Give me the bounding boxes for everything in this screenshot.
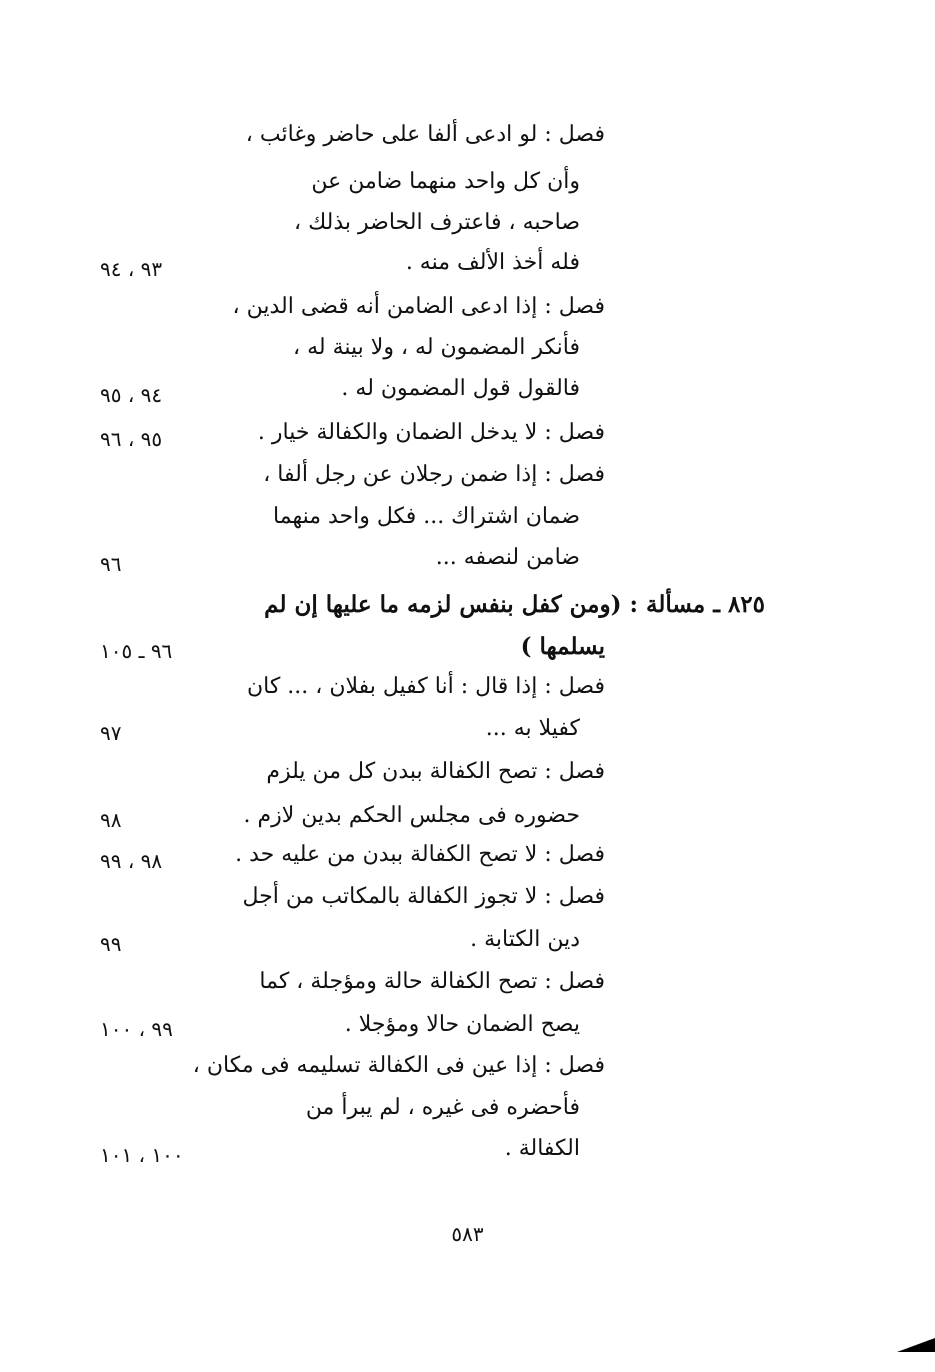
entry-10-line-2: يصح الضمان حالا ومؤجلا . (344, 1012, 580, 1037)
entry-text: تصح الكفالة حالة ومؤجلة ، كما (259, 969, 538, 994)
entry-label: ٨٢٥ ـ مسألة : (629, 591, 765, 618)
entry-label: فصل : (544, 674, 605, 699)
entry-4-pages: ٩٦ (100, 552, 122, 576)
entry-text: إذا عين فى الكفالة تسليمه فى مكان ، (192, 1053, 538, 1078)
entry-text: لا تجوز الكفالة بالمكاتب من أجل (242, 884, 538, 909)
entry-text: تصح الكفالة ببدن كل من يلزم (266, 759, 538, 784)
entry-2-pages: ٩٤ ، ٩٥ (100, 383, 163, 407)
entry-8-line-1 (230, 840, 605, 870)
entry-text: إذا قال : أنا كفيل بفلان ، ... كان (246, 674, 538, 699)
entry-text: لو ادعى ألفا على حاضر وغائب ، (245, 122, 538, 147)
entry-11-line-1 (192, 1051, 605, 1081)
entry-1-line-4: فله أخذ الألف منه . (405, 250, 580, 275)
entry-11-pages: ١٠٠ ، ١٠١ (100, 1143, 184, 1167)
entry-7-pages: ٩٨ (100, 808, 122, 832)
entry-label: فصل : (544, 122, 605, 147)
entry-8-pages: ٩٨ ، ٩٩ (100, 849, 163, 873)
entry-6-pages: ٩٧ (100, 721, 122, 745)
entry-7-line-2: حضوره فى مجلس الحكم بدين لازم . (243, 803, 580, 828)
scan-edge-mark (897, 1338, 935, 1352)
entry-9-pages: ٩٩ (100, 932, 122, 956)
entry-4-line-1 (230, 460, 605, 490)
entry-label: فصل : (544, 462, 605, 487)
entry-label: فصل : (544, 294, 605, 319)
masala-825-line-2: يسلمها ) (520, 633, 605, 660)
entry-4-line-3: ضامن لنصفه ... (435, 545, 580, 570)
entry-text: (ومن كفل بنفس لزمه ما عليها إن لم (264, 591, 622, 618)
entry-1-line-1 (230, 120, 605, 150)
entry-label: فصل : (544, 842, 605, 867)
entry-7-line-1 (230, 757, 605, 787)
entry-10-line-1 (230, 967, 605, 997)
entry-1-pages: ٩٣ ، ٩٤ (100, 257, 163, 281)
entry-9-line-2: دين الكتابة . (470, 927, 580, 952)
entry-text: إذا ضمن رجلان عن رجل ألفا ، (263, 462, 538, 487)
entry-2-line-2: فأنكر المضمون له ، ولا بينة له ، (293, 335, 580, 360)
masala-825-line-1 (185, 590, 765, 620)
entry-text: إذا ادعى الضامن أنه قضى الدين ، (232, 294, 538, 319)
entry-1-line-2: وأن كل واحد منهما ضامن عن (311, 169, 580, 194)
entry-3-line-1 (230, 418, 605, 448)
entry-text: لا يدخل الضمان والكفالة خيار . (257, 420, 538, 445)
entry-2-line-3: فالقول قول المضمون له . (341, 376, 580, 401)
entry-6-line-1 (230, 672, 605, 702)
entry-2-line-1 (230, 292, 605, 322)
entry-text: لا تصح الكفالة ببدن من عليه حد . (235, 842, 538, 867)
entry-3-pages: ٩٥ ، ٩٦ (100, 427, 163, 451)
entry-11-line-2: فأحضره فى غيره ، لم يبرأ من (305, 1095, 580, 1120)
entry-label: فصل : (544, 969, 605, 994)
entry-9-line-1 (230, 882, 605, 912)
entry-label: فصل : (544, 759, 605, 784)
entry-4-line-2: ضمان اشتراك ... فكل واحد منهما (273, 504, 580, 529)
page-number: ٥٨٣ (451, 1222, 484, 1246)
entry-6-line-2: كفيلا به ... (485, 716, 580, 741)
entry-10-pages: ٩٩ ، ١٠٠ (100, 1017, 173, 1041)
entry-label: فصل : (544, 884, 605, 909)
entry-label: فصل : (544, 1053, 605, 1078)
entry-1-line-3: صاحبه ، فاعترف الحاضر بذلك ، (294, 210, 580, 235)
entry-label: فصل : (544, 420, 605, 445)
entry-11-line-3: الكفالة . (504, 1136, 580, 1161)
masala-825-pages: ٩٦ ـ ١٠٥ (100, 639, 173, 663)
